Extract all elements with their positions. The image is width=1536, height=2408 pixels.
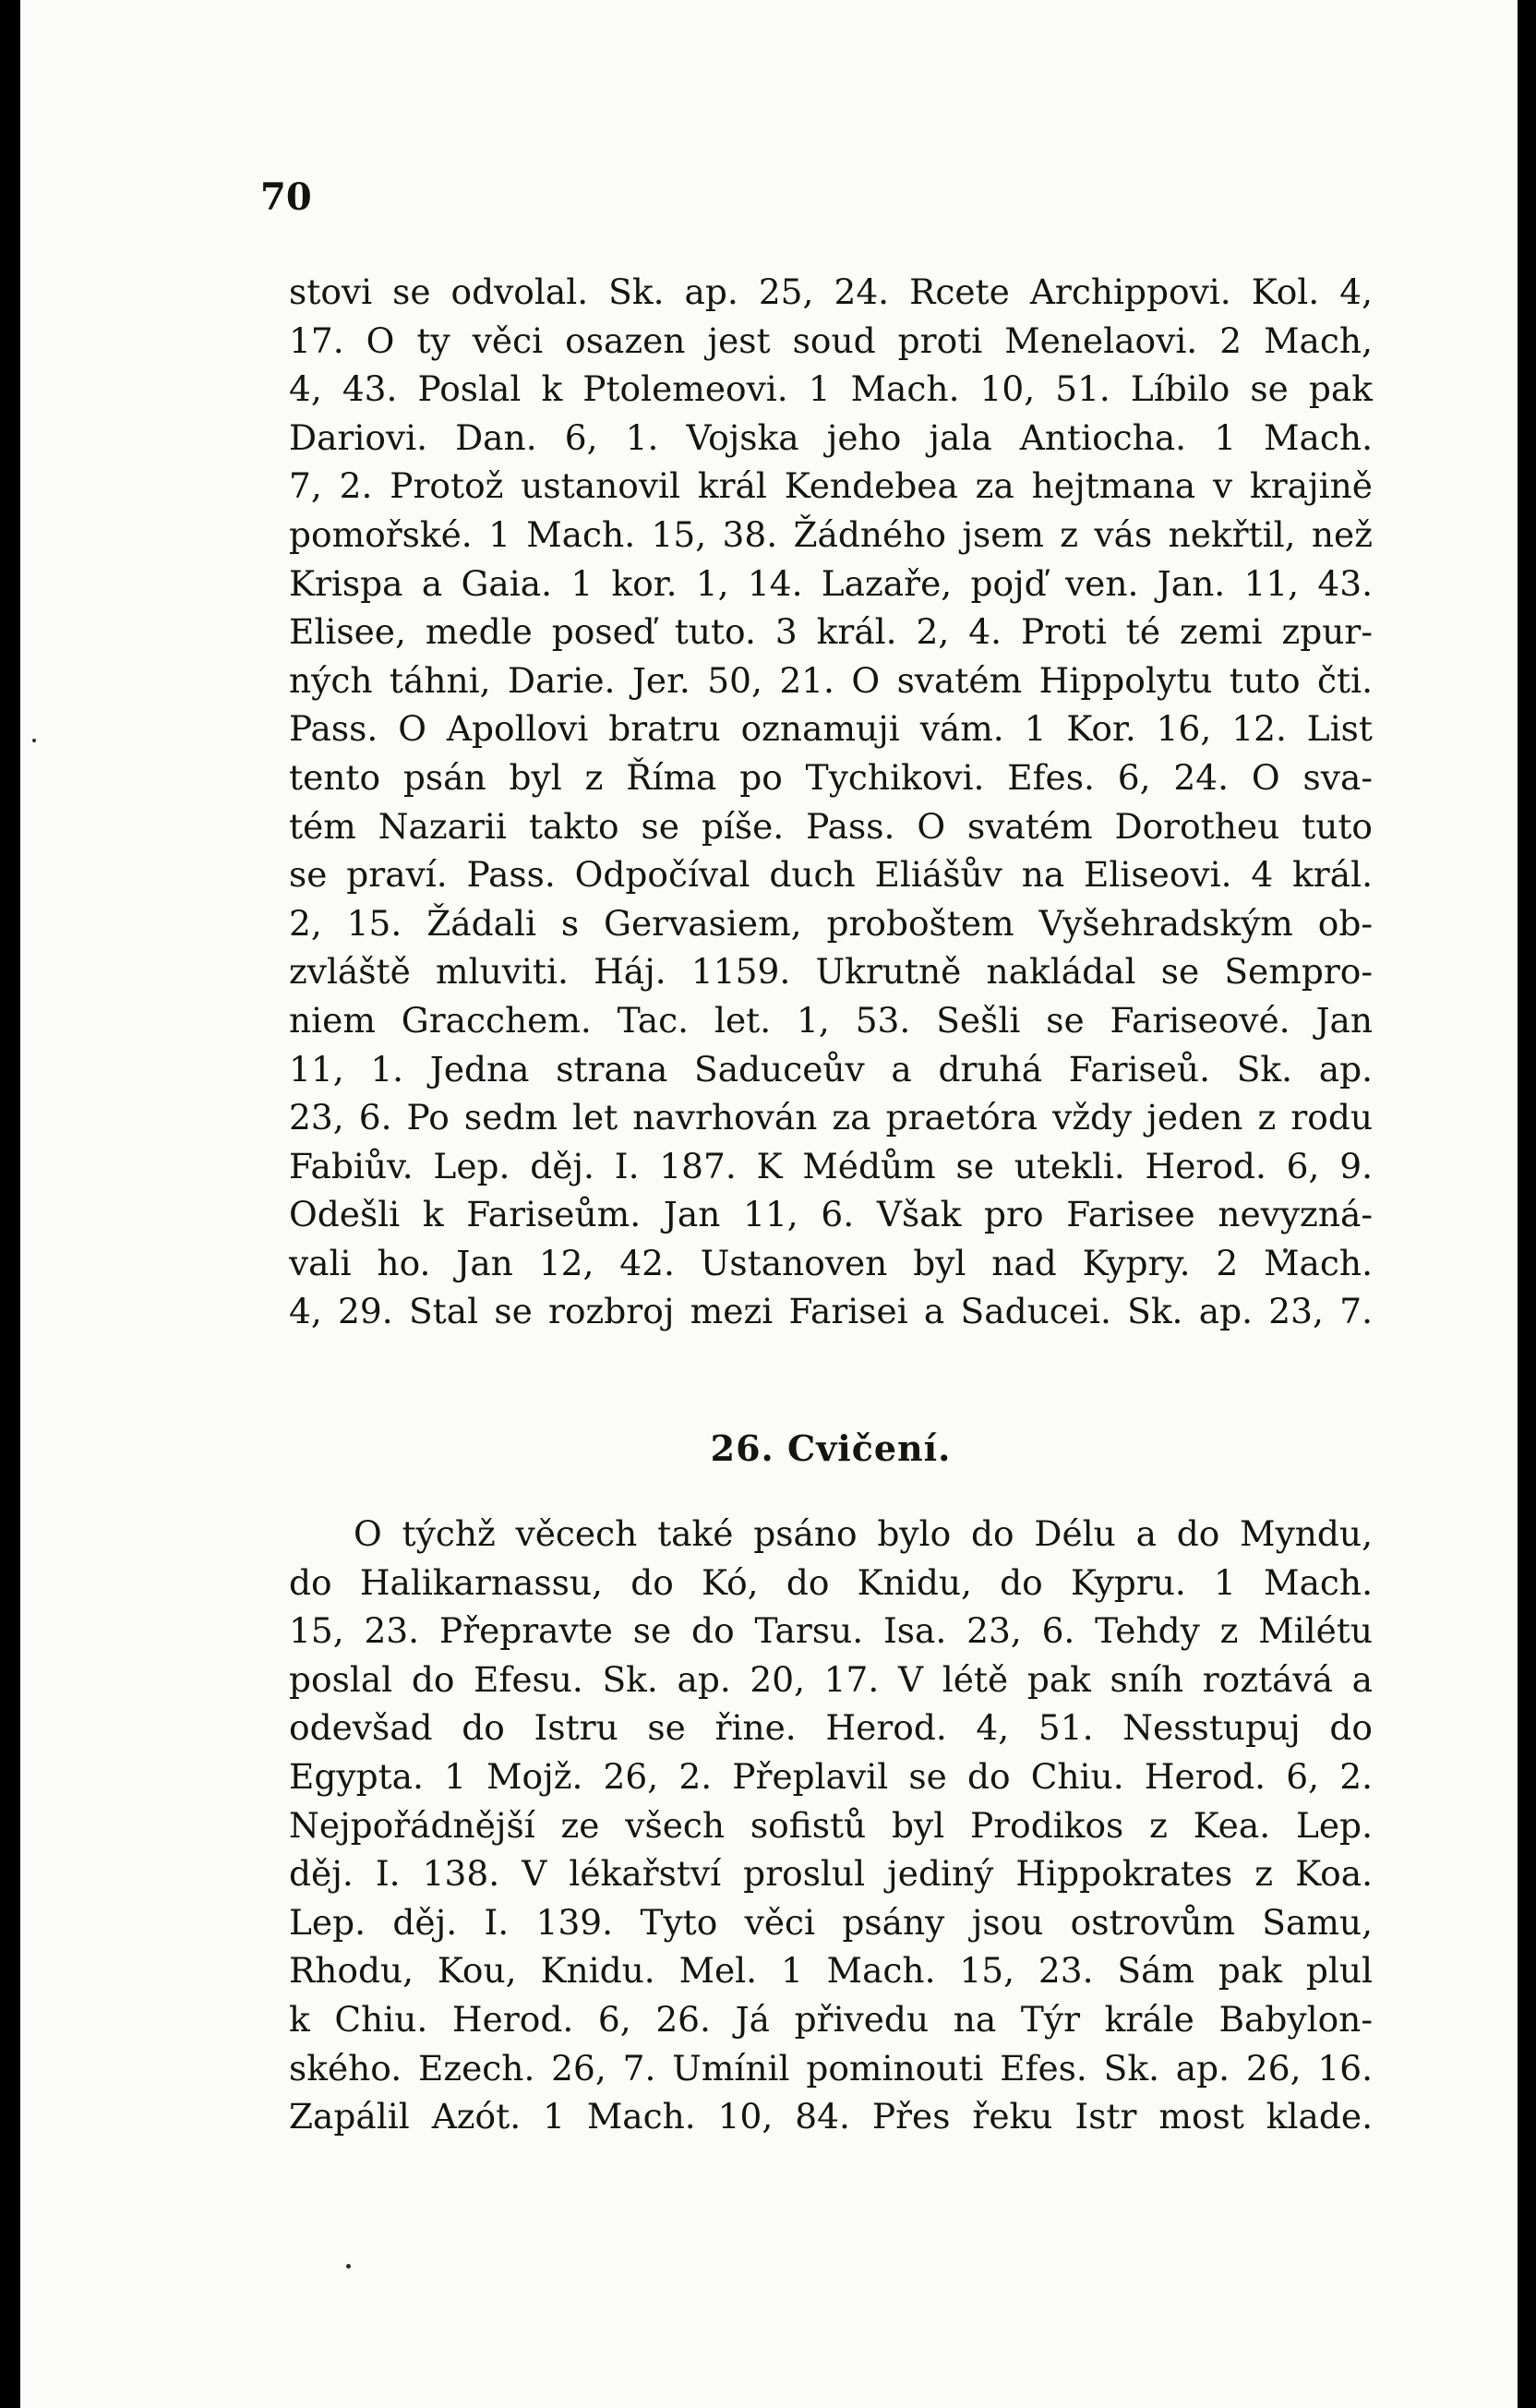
text-line: Dariovi. Dan. 6, 1. Vojska jeho jala Antiocha. 1 Mach. [289,416,1373,458]
text-line: Krispa a Gaia. 1 kor. 1, 14. Lazaře, pojď ven. Jan. 11, 43. [289,562,1373,604]
text-line: se praví. Pass. Odpočíval duch Eliášův na Eliseovi. 4 král. [289,854,1373,896]
ink-speck [32,739,36,742]
text-line: Elisee, medle poseď tuto. 3 král. 2, 4. Proti té zemi zpur- [289,611,1373,653]
text-line: tém Nazarii takto se píše. Pass. O svatém Dorotheu tuto [289,805,1373,847]
text-line: k Chiu. Herod. 6, 26. Já přivedu na Týr krále Babylon- [289,1998,1373,2040]
text-line: ského. Ezech. 26, 7. Umínil pominouti Efes. Sk. ap. 26, 16. [289,2047,1373,2089]
text-line: Egypta. 1 Mojž. 26, 2. Přeplavil se do Chiu. Herod. 6, 2. [289,1755,1373,1797]
text-line: O týchž věcech také psáno bylo do Délu a do Myndu, [354,1513,1373,1554]
text-line: 7, 2. Protož ustanovil král Kendebea za hejtmana v krajině [289,465,1373,507]
text-line: poslal do Efesu. Sk. ap. 20, 17. V létě pak sníh roztává a [289,1658,1373,1700]
paragraph-1 [289,268,1373,1336]
text-line: 15, 23. Přepravte se do Tarsu. Isa. 23, 6. Tehdy z Milétu [289,1610,1373,1652]
text-line: do Halikarnassu, do Kó, do Knidu, do Kypru. 1 Mach. [289,1561,1373,1603]
text-line: tento psán byl z Říma po Tychikovi. Efes. 6, 24. O sva- [289,756,1373,798]
text-line: Nejpořádnější ze všech sofistů byl Prodikos z Kea. Lep. [289,1804,1373,1846]
text-line: 4, 43. Poslal k Ptolemeovi. 1 Mach. 10, 51. Líbilo se pak [289,368,1373,410]
text-line: vali ho. Jan 12, 42. Ustanoven byl nad Kypry. 2 Mach. [289,1242,1373,1283]
text-line: stovi se odvolal. Sk. ap. 25, 24. Rcete Archippovi. Kol. 4, [289,271,1373,312]
page-number: 70 [260,175,312,219]
text-line: zvláště mluviti. Háj. 1159. Ukrutně nakládal se Sempro- [289,951,1373,993]
text-line: pomořské. 1 Mach. 15, 38. Žádného jsem z vás nekřtil, než [289,513,1373,555]
ink-speck [346,2264,351,2269]
text-line: 4, 29. Stal se rozbroj mezi Farisei a Saducei. Sk. ap. 23, 7. [289,1291,1373,1332]
text-line: 2, 15. Žádali s Gervasiem, proboštem Vyšehradským ob- [289,902,1373,944]
text-line: Fabiův. Lep. děj. I. 187. K Médům se utekli. Herod. 6, 9. [289,1145,1373,1186]
text-line: 11, 1. Jedna strana Saduceův a druhá Fariseů. Sk. ap. [289,1048,1373,1090]
text-line: Odešli k Fariseům. Jan 11, 6. Však pro Farisee nevyzná- [289,1194,1373,1235]
text-line: niem Gracchem. Tac. let. 1, 53. Sešli se Fariseové. Jan [289,999,1373,1041]
text-line: Lep. děj. I. 139. Tyto věci psány jsou ostrovům Samu, [289,1901,1373,1943]
section-heading: 26. Cvičení. [710,1427,952,1469]
text-line: 17. O ty věci osazen jest soud proti Menelaovi. 2 Mach, [289,319,1373,361]
paragraph-2 [289,1510,1373,2141]
text-line: odevšad do Istru se řine. Herod. 4, 51. Nesstupuj do [289,1707,1373,1749]
text-line: ných táhni, Darie. Jer. 50, 21. O svatém Hippolytu tuto čti. [289,659,1373,701]
text-line: Rhodu, Kou, Knidu. Mel. 1 Mach. 15, 23. Sám pak plul [289,1950,1373,1992]
text-line: děj. I. 138. V lékařství proslul jediný Hippokrates z Koa. [289,1853,1373,1895]
text-line: Pass. O Apollovi bratru oznamuji vám. 1 Kor. 16, 12. List [289,708,1373,750]
text-line: Zapálil Azót. 1 Mach. 10, 84. Přes řeku Istr most klade. [289,2096,1373,2137]
text-line: 23, 6. Po sedm let navrhován za praetóra vždy jeden z rodu [289,1097,1373,1138]
